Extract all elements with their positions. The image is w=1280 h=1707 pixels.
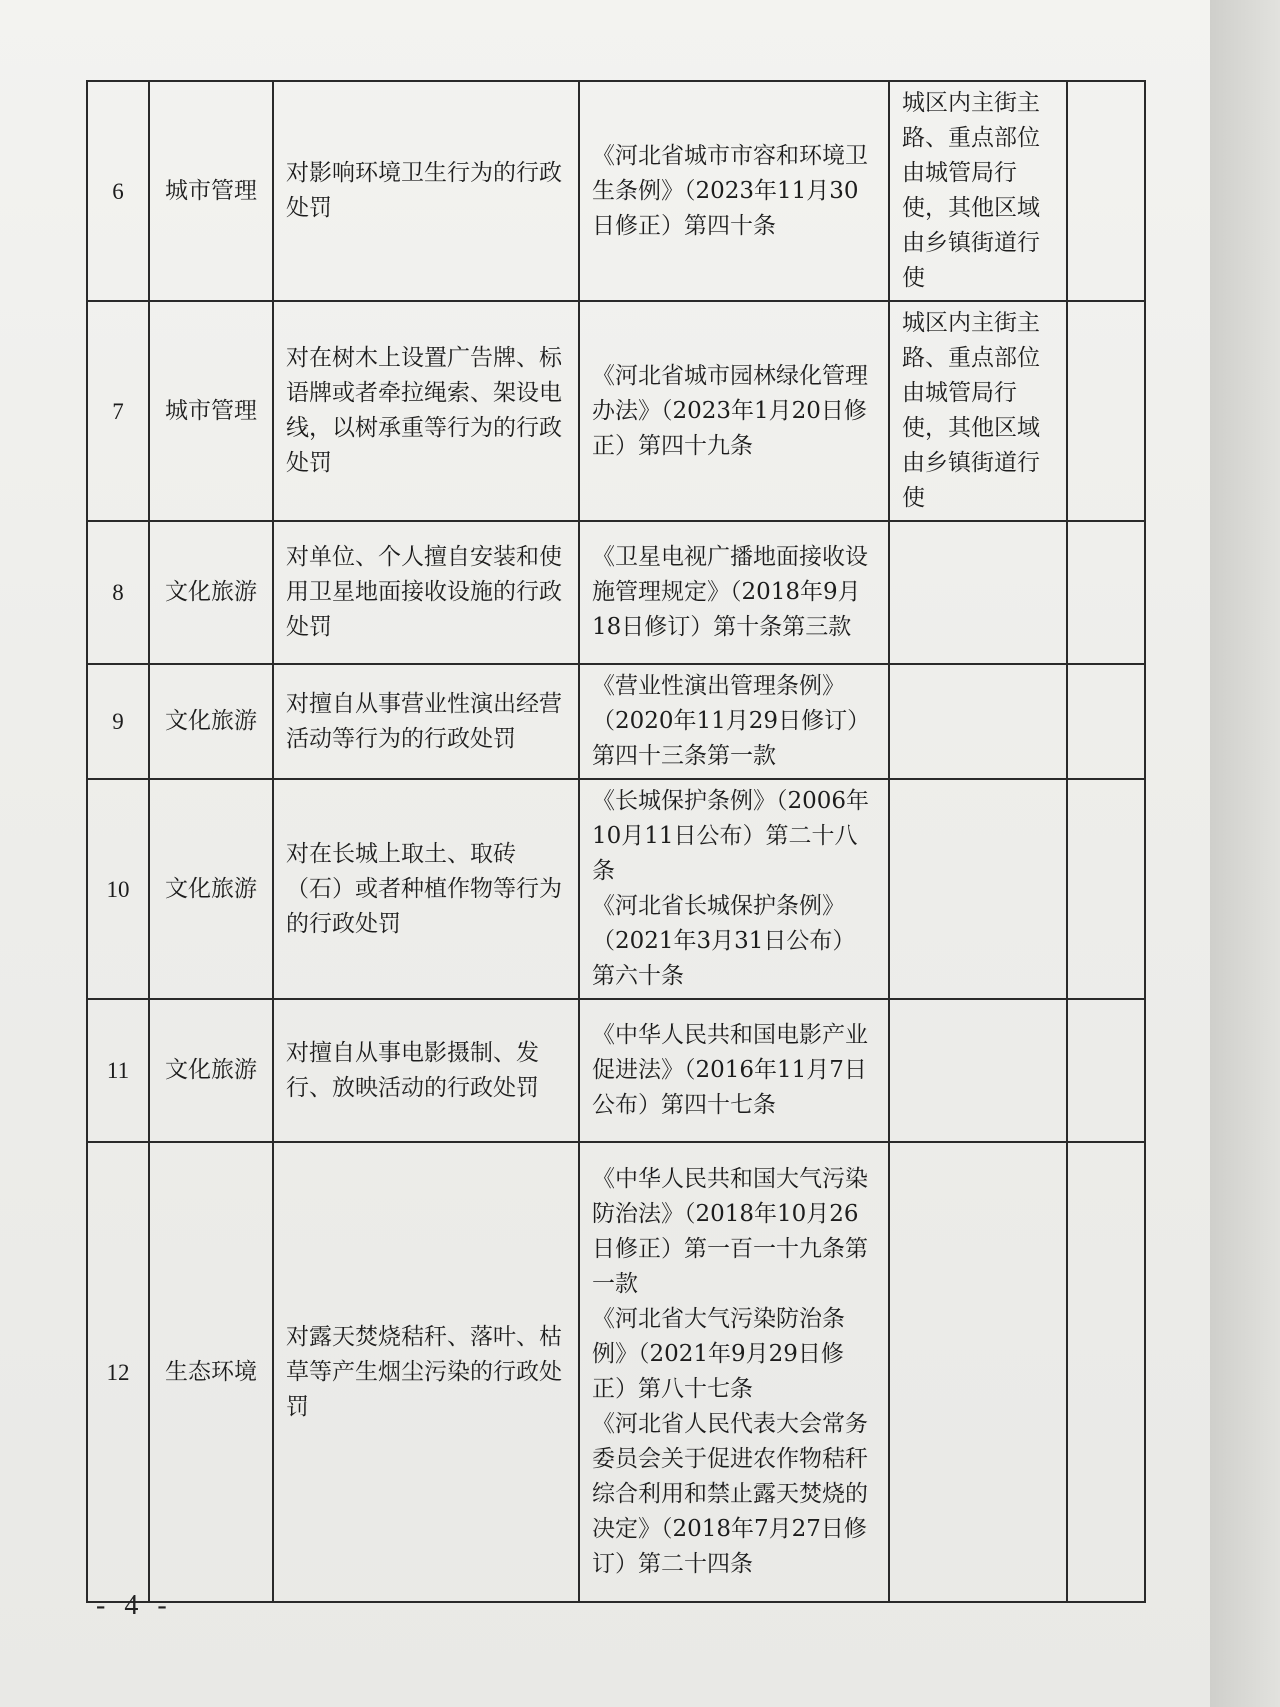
row-legal-basis	[579, 301, 889, 521]
legal-basis-item: 《河北省城市市容和环境卫生条例》（2023年11月30日修正）第四十条	[592, 142, 868, 239]
row-blank-cell	[1067, 521, 1145, 664]
row-matter: 对单位、个人擅自安装和使用卫星地面接收设施的行政处罚	[273, 521, 579, 664]
row-number: 9	[87, 664, 149, 779]
row-matter: 对在树木上设置广告牌、标语牌或者牵拉绳索、架设电线，以树承重等行为的行政处罚	[273, 301, 579, 521]
row-number: 11	[87, 999, 149, 1142]
table-row	[87, 301, 1145, 521]
row-note	[889, 1142, 1067, 1602]
row-category: 文化旅游	[149, 521, 273, 664]
row-legal-basis	[579, 1142, 889, 1602]
row-note	[889, 999, 1067, 1142]
legal-basis-item: 《中华人民共和国电影产业促进法》（2016年11月7日公布）第四十七条	[592, 1022, 868, 1118]
row-number: 10	[87, 779, 149, 999]
row-legal-basis	[579, 521, 889, 664]
row-number: 7	[87, 301, 149, 521]
row-blank-cell	[1067, 664, 1145, 779]
row-blank-cell	[1067, 81, 1145, 301]
row-legal-basis	[579, 779, 889, 999]
row-legal-basis	[579, 81, 889, 301]
legal-basis-item: 《卫星电视广播地面接收设施管理规定》（2018年9月18日修订）第十条第三款	[592, 544, 868, 640]
row-matter: 对影响环境卫生行为的行政处罚	[273, 81, 579, 301]
row-matter: 对擅自从事营业性演出经营活动等行为的行政处罚	[273, 664, 579, 779]
row-category: 文化旅游	[149, 999, 273, 1142]
row-matter: 对露天焚烧秸秆、落叶、枯草等产生烟尘污染的行政处罚	[273, 1142, 579, 1602]
legal-basis-item: 《中华人民共和国大气污染防治法》（2018年10月26日修正）第一百一十九条第一款	[592, 1166, 868, 1297]
table-row	[87, 664, 1145, 779]
row-note	[889, 664, 1067, 779]
row-number: 12	[87, 1142, 149, 1602]
row-category: 城市管理	[149, 301, 273, 521]
row-blank-cell	[1067, 1142, 1145, 1602]
legal-basis-item: 《河北省人民代表大会常务委员会关于促进农作物秸秆综合利用和禁止露天焚烧的决定》（2018年7月27日修订）第二十四条	[592, 1411, 868, 1577]
page-edge-shadow	[1210, 0, 1280, 1707]
row-legal-basis	[579, 999, 889, 1142]
row-matter: 对在长城上取土、取砖（石）或者种植作物等行为的行政处罚	[273, 779, 579, 999]
row-blank-cell	[1067, 779, 1145, 999]
row-note: 城区内主街主路、重点部位由城管局行使，其他区域由乡镇街道行使	[889, 81, 1067, 301]
row-category: 文化旅游	[149, 779, 273, 999]
row-matter: 对擅自从事电影摄制、发行、放映活动的行政处罚	[273, 999, 579, 1142]
row-note	[889, 521, 1067, 664]
table-row	[87, 521, 1145, 664]
row-category: 文化旅游	[149, 664, 273, 779]
row-note	[889, 779, 1067, 999]
legal-basis-item: 《河北省长城保护条例》（2021年3月31日公布）第六十条	[592, 893, 856, 989]
row-blank-cell	[1067, 301, 1145, 521]
penalty-items-table	[86, 80, 1146, 1603]
page-number: - 4 -	[96, 1590, 173, 1621]
legal-basis-item: 《河北省城市园林绿化管理办法》（2023年1月20日修正）第四十九条	[592, 362, 868, 459]
row-number: 8	[87, 521, 149, 664]
legal-basis-item: 《长城保护条例》（2006年10月11日公布）第二十八条	[592, 788, 870, 884]
table-row	[87, 1142, 1145, 1602]
row-blank-cell	[1067, 999, 1145, 1142]
legal-basis-item: 《河北省大气污染防治条例》（2021年9月29日修正）第八十七条	[592, 1306, 845, 1402]
table-row	[87, 81, 1145, 301]
row-category: 城市管理	[149, 81, 273, 301]
table-row	[87, 779, 1145, 999]
row-category: 生态环境	[149, 1142, 273, 1602]
legal-basis-item: 《营业性演出管理条例》（2020年11月29日修订）第四十三条第一款	[592, 673, 871, 769]
row-note: 城区内主街主路、重点部位由城管局行使，其他区域由乡镇街道行使	[889, 301, 1067, 521]
row-legal-basis	[579, 664, 889, 779]
table-row	[87, 999, 1145, 1142]
row-number: 6	[87, 81, 149, 301]
